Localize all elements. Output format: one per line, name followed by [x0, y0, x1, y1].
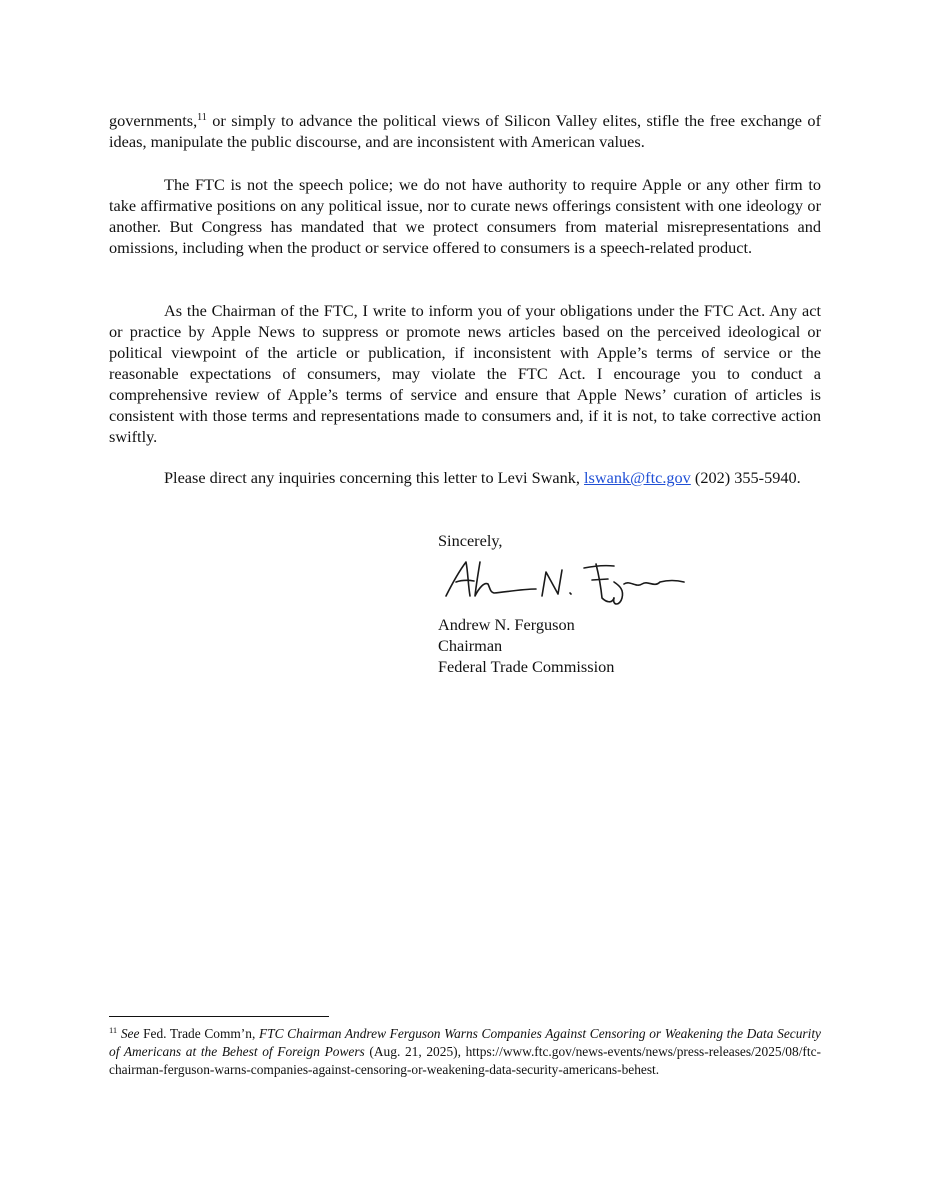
closing-salutation: Sincerely,: [438, 531, 503, 550]
footnote-signal: See: [120, 1026, 140, 1041]
footnote-date: (Aug. 21, 2025),: [364, 1044, 466, 1059]
footnote-article-title: FTC Chairman Andrew Ferguson Warns Companies Against Censoring or Weakening the Data Security of Americans at the Behest of Foreign Powers: [109, 1026, 821, 1059]
signer-name: Andrew N. Ferguson: [438, 615, 575, 634]
signature-image: [436, 556, 686, 608]
paragraph-text: Please direct any inquiries concerning this letter to Levi Swank,: [164, 468, 585, 487]
signer-agency: Federal Trade Commission: [438, 657, 615, 676]
paragraph-text: governments,: [109, 111, 198, 130]
footnote-reference[interactable]: 11: [197, 112, 207, 123]
footnote-number: 11: [109, 1025, 118, 1035]
paragraph-inquiries: [109, 467, 821, 488]
footnote-11: [109, 1025, 821, 1079]
footnote-source: Fed. Trade Comm’n,: [139, 1026, 259, 1041]
paragraph-governments: [109, 110, 821, 152]
signer-title: Chairman: [438, 636, 503, 655]
paragraph-text: (202) 355-5940.: [690, 468, 801, 487]
paragraph-obligations: As the Chairman of the FTC, I write to inform you of your obligations under the FTC Act. Any act or practice by Apple News to suppress or promote news articles based on the perceived ideological or political viewpoint of the article or publication, if inconsistent with Apple’s terms of service or the reasonable expectations of consumers, may violate the FTC Act. I encourage you to conduct a comprehensive review of Apple’s terms of service and ensure that Apple News’ curation of articles is consistent with those terms and representations made to consumers and, if it is not, to take corrective action swiftly.: [109, 301, 821, 446]
email-link[interactable]: lswank@ftc.gov: [584, 468, 691, 487]
paragraph-speech-police: The FTC is not the speech police; we do not have authority to require Apple or any other firm to take affirmative positions on any political issue, nor to curate news offerings consistent with one ideology or another. But Congress has mandated that we protect consumers from material misrepresentations and omissions, including when the product or service offered to consumers is a speech-related product.: [109, 175, 821, 257]
paragraph-text: or simply to advance the political views of Silicon Valley elites, stifle the free exchange of ideas, manipulate the public discourse, and are inconsistent with American values.: [109, 111, 821, 151]
footnote-divider: [109, 1016, 329, 1017]
footnote-url: https://www.ftc.gov/news-events/news/press-releases/2025/08/ftc-chairman-ferguson-warns-companies-against-censoring-or-weakening-data-security-americans-behest.: [109, 1044, 821, 1077]
